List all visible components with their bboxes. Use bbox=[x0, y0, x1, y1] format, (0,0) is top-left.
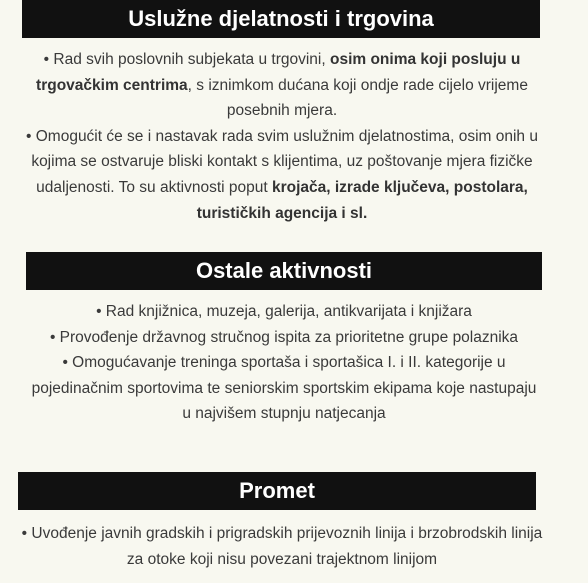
section-body-ostale bbox=[26, 299, 542, 427]
list-item: • Provođenje državnog stručnog ispita za prioritetne grupe polaznika bbox=[49, 328, 519, 346]
list-item: • Omogućit će se i nastavak rada svim uslužnim djelatnostima, osim onih u kojima se ostvaruje bliski kontakt s klijentima, uz poštovanje mjera fizičke udaljenosti. To su aktivnosti poput krojača, izrade ključeva, postolara, turističkih agencija i sl. bbox=[26, 127, 538, 222]
list-item: • Rad knjižnica, muzeja, galerija, antikvarijata i knjižara bbox=[96, 303, 472, 320]
section-body-usluzne bbox=[18, 47, 546, 226]
section-title-usluzne: Uslužne djelatnosti i trgovina bbox=[22, 0, 540, 38]
section-title-promet: Promet bbox=[18, 472, 536, 510]
section-body-promet bbox=[18, 521, 546, 572]
bold-text: osim onima koji posluju u trgovačkim centrima bbox=[36, 51, 521, 94]
bold-text: krojača, izrade ključeva, postolara, turističkih agencija i sl. bbox=[196, 178, 528, 222]
section-title-ostale: Ostale aktivnosti bbox=[26, 252, 542, 290]
list-item: • Uvođenje javnih gradskih i prigradskih prijevoznih linija i brzobrodskih linija za otoke koji nisu povezani trajektnom linijom bbox=[21, 525, 543, 568]
list-item: • Omogućavanje treninga sportaša i sportašica I. i II. kategorije u pojedinačnim sportovima te seniorskim sportskim ekipama koje nastupaju u najvišem stupnju natjecanja bbox=[31, 354, 537, 423]
list-item: • Rad svih poslovnih subjekata u trgovini, osim onima koji posluju u trgovačkim centrima, s iznimkom dućana koji ondje rade cijelo vrijeme posebnih mjera. bbox=[36, 51, 528, 120]
